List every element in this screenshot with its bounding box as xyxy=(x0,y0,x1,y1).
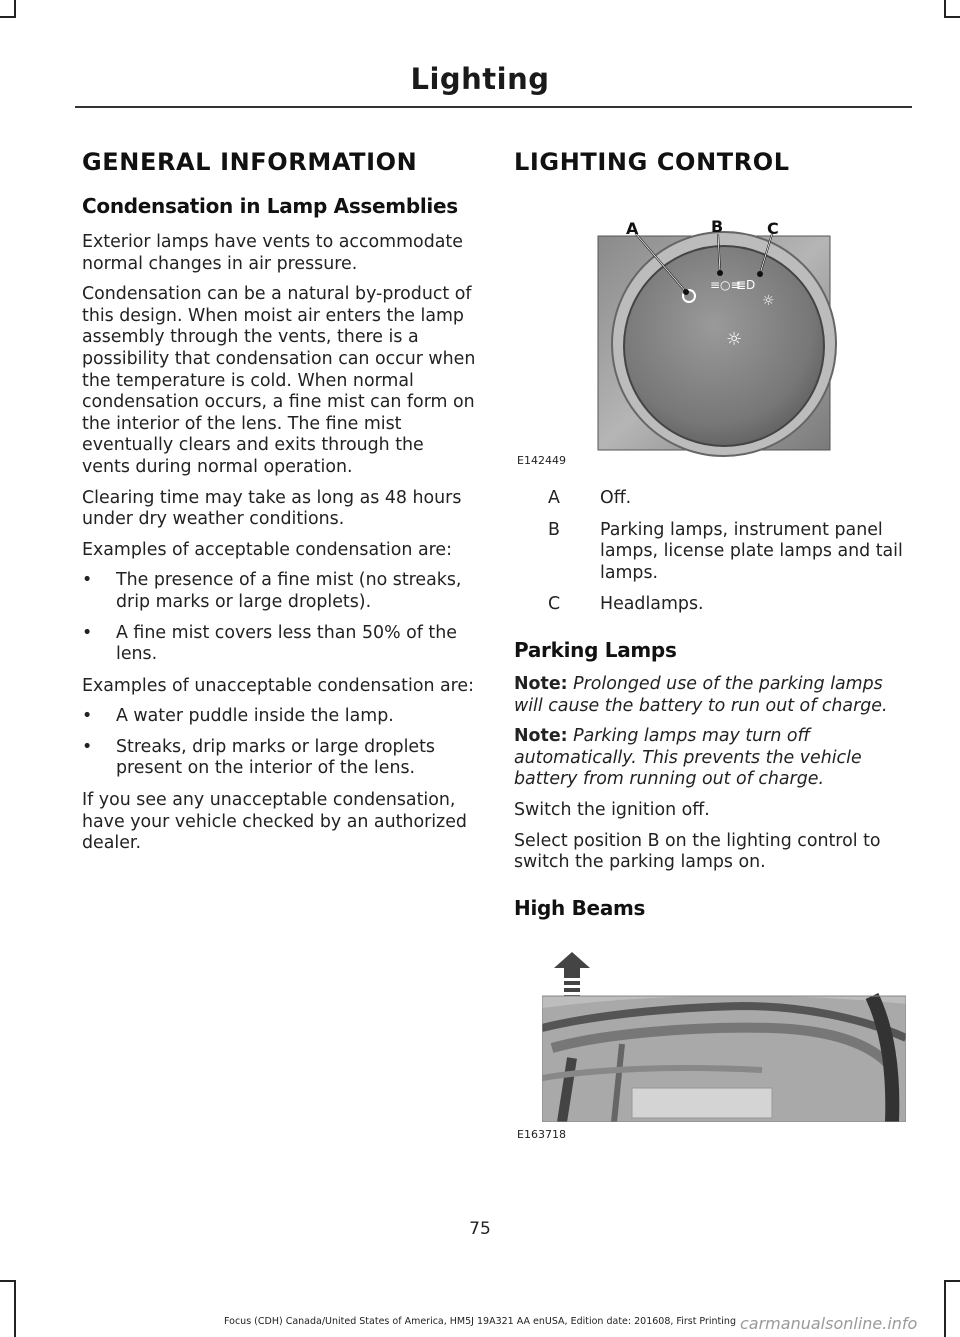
key-letter: A xyxy=(548,488,560,508)
callout-b: B xyxy=(711,217,724,236)
svg-text:≡○≡: ≡○≡ xyxy=(710,278,741,292)
high-beams-figure xyxy=(542,948,906,1122)
footer: Focus (CDH) Canada/United States of America, HM5J 19A321 AA enUSA, Edition date: 201608, First Printing xyxy=(224,1316,736,1327)
left-column xyxy=(82,148,477,864)
key-row xyxy=(514,488,914,510)
note: Note: Parking lamps may turn off automatically. This prevents the vehicle battery from running out of charge. xyxy=(514,726,862,790)
page-title: Lighting xyxy=(410,62,550,96)
bullet-glyph: • xyxy=(82,622,93,643)
figure-code: E142449 xyxy=(517,454,566,467)
crop-mark xyxy=(944,1280,946,1337)
bullet-glyph: • xyxy=(82,706,93,727)
page-number: 75 xyxy=(469,1219,491,1239)
acceptable-list xyxy=(82,570,477,665)
subsection-title-parking-lamps: Parking Lamps xyxy=(514,637,677,662)
key-description: Off. xyxy=(600,488,632,508)
key-letter: C xyxy=(548,594,561,615)
crop-mark xyxy=(0,1280,16,1282)
bullet-glyph: • xyxy=(82,570,93,591)
lighting-control-dial-illustration xyxy=(514,212,844,472)
key-row xyxy=(514,520,914,585)
callout-c: C xyxy=(767,219,779,238)
key-letter: B xyxy=(548,519,560,540)
watermark: carmanualsonline.info xyxy=(740,1314,918,1333)
lighting-control-content xyxy=(514,488,914,930)
unacceptable-list xyxy=(82,706,477,780)
lighting-control-figure xyxy=(514,212,844,472)
crop-mark xyxy=(14,1280,16,1337)
key-description: Parking lamps, instrument panel lamps, license plate lamps and tail lamps. xyxy=(600,519,903,583)
right-column xyxy=(514,148,914,190)
svg-text:☼: ☼ xyxy=(762,293,775,309)
paragraph: Condensation can be a natural by-product of this design. When moist air enters the lamp assembly through the vents, there is a possibility that condensation can occur when the temperature is cold. When normal condensation occurs, a fine mist can form on the interior of the lens. The fine mist eventually clears and exits through the vents during normal operation. xyxy=(82,284,476,477)
figure-code: E163718 xyxy=(517,1128,566,1141)
key-row xyxy=(514,594,914,616)
list-item: • The presence of a fine mist (no streaks, drip marks or large droplets). xyxy=(82,570,462,612)
crop-mark xyxy=(944,1280,960,1282)
list-item: • A water puddle inside the lamp. xyxy=(82,706,394,727)
high-beams-illustration xyxy=(542,948,906,1122)
crop-mark xyxy=(944,16,960,18)
subsection-title-condensation: Condensation in Lamp Assemblies xyxy=(82,194,458,218)
paragraph: Exterior lamps have vents to accommodate normal changes in air pressure. xyxy=(82,232,463,274)
key-description: Headlamps. xyxy=(600,594,704,615)
svg-text:≣D: ≣D xyxy=(736,278,756,292)
bullet-glyph: • xyxy=(82,736,93,757)
list-item: • A fine mist covers less than 50% of the lens. xyxy=(82,622,457,665)
header-divider xyxy=(75,106,912,108)
paragraph: If you see any unacceptable condensation, have your vehicle checked by an authorized dealer. xyxy=(82,790,467,854)
svg-text:☼: ☼ xyxy=(726,329,743,350)
subsection-title-high-beams: High Beams xyxy=(514,895,646,920)
section-title-lighting-control: LIGHTING CONTROL xyxy=(514,148,790,176)
crop-mark xyxy=(0,16,16,18)
section-title-general-information: GENERAL INFORMATION xyxy=(82,148,418,176)
push-arrow-icon xyxy=(554,952,590,978)
callout-a: A xyxy=(626,219,639,238)
paragraph: Examples of acceptable condensation are: xyxy=(82,539,452,560)
paragraph: Switch the ignition off. xyxy=(514,799,710,820)
list-item: • Streaks, drip marks or large droplets present on the interior of the lens. xyxy=(82,736,435,779)
paragraph: Clearing time may take as long as 48 hours under dry weather conditions. xyxy=(82,487,462,530)
note: Note: Prolonged use of the parking lamps will cause the battery to run out of charge. xyxy=(514,673,888,716)
paragraph: Examples of unacceptable condensation are: xyxy=(82,675,474,696)
paragraph: Select position B on the lighting control to switch the parking lamps on. xyxy=(514,830,881,873)
